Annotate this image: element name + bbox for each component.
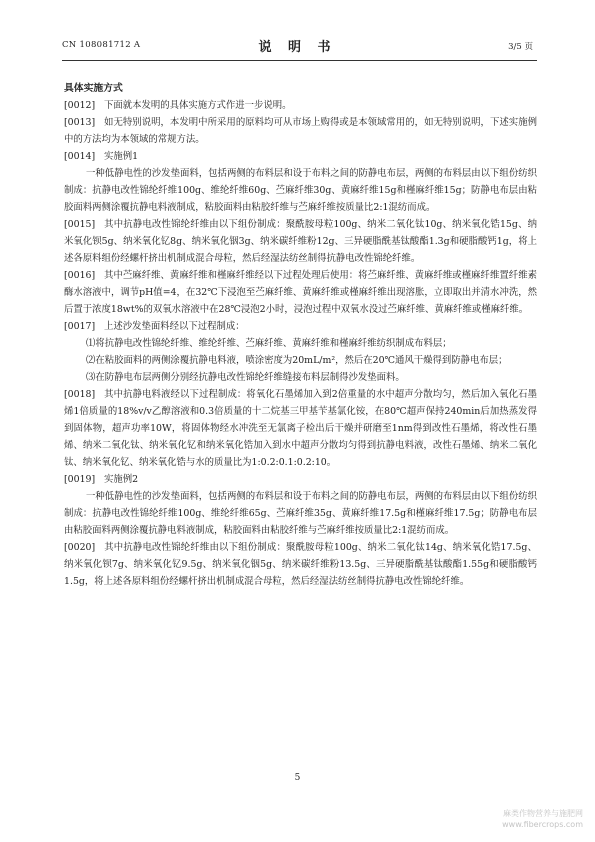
paragraph-0017	[64, 318, 537, 335]
site-watermark	[502, 808, 583, 830]
paragraph-text: ⑵在粘胶面料的两侧涂覆抗静电料液，喷涂密度为20mL/m²，然后在20℃通风干燥得到防静电布层；	[86, 355, 508, 366]
paragraph-text: 如无特别说明，本发明中所采用的原料均可从市场上购得或是本领域常用的，如无特别说明，下述实施例中的方法均为本领域的常规方法。	[64, 117, 537, 145]
paragraph-0016	[64, 267, 537, 318]
patent-number: CN 108081712 A	[62, 40, 141, 50]
page-header	[62, 36, 533, 56]
process-step-2	[64, 352, 537, 369]
page-reference: 3/5 页	[508, 42, 533, 52]
paragraph-number: [0012]	[64, 100, 96, 111]
paragraph-text: 一种低静电性的沙发垫面料，包括两侧的布料层和设于布料之间的防静电布层，两侧的布料层由以下组份纺织制成：抗静电改性锦纶纤维100g、维纶纤维60g、苎麻纤维30g、黄麻纤维15g和槿麻纤维15g；防静电布层由粘胶面料两侧涂覆抗静电料液制成，粘胶面料由粘胶纤维与苎麻纤维按质量比2:1混纺而成。	[64, 168, 537, 213]
paragraph-example1-desc	[64, 165, 537, 216]
paragraph-number: [0016]	[64, 270, 96, 281]
paragraph-text: 一种低静电性的沙发垫面料，包括两侧的布料层和设于布料之间的防静电布层，两侧的布料层由以下组份纺织制成：抗静电改性锦纶纤维100g、维纶纤维65g、苎麻纤维35g、黄麻纤维17.5g和槿麻纤维17.5g；防静电布层由粘胶面料两侧涂覆抗静电料液制成，粘胶面料由粘胶纤维与苎麻纤维按质量比2:1混纺而成。	[64, 491, 537, 536]
paragraph-number: [0018]	[64, 389, 96, 400]
example-heading: 实施例2	[104, 474, 139, 485]
paragraph-example2-desc	[64, 488, 537, 539]
paragraph-number: [0014]	[64, 151, 96, 162]
paragraph-text: 上述沙发垫面料经以下过程制成：	[104, 321, 245, 332]
paragraph-text: 其中抗静电改性锦纶纤维由以下组份制成：聚酰胺母粒100g、纳米二氧化钛10g、纳米氧化锆15g、纳米氧化钡5g、纳米氧化钇8g、纳米氧化铟3g、纳米碳纤维粉12g、三异硬脂酰基钛酸酯1.3g和硬脂酸钙1g，将上述各原料组份经螺杆挤出机制成混合母粒，然后经湿法纺丝制得抗静电改性锦纶纤维。	[64, 219, 537, 264]
watermark-title: 麻类作物营养与施肥网	[503, 809, 583, 818]
paragraph-0012	[64, 97, 537, 114]
paragraph-number: [0017]	[64, 321, 96, 332]
process-step-3	[64, 369, 537, 386]
paragraph-number: [0020]	[64, 542, 96, 553]
process-step-1	[64, 335, 537, 352]
section-title: 具体实施方式	[64, 83, 123, 94]
paragraph-0014	[64, 148, 537, 165]
paragraph-0018	[64, 386, 537, 471]
main-content	[64, 80, 537, 590]
paragraph-0015	[64, 216, 537, 267]
page-number: 5	[294, 773, 301, 783]
paragraph-number: [0013]	[64, 117, 96, 128]
paragraph-number: [0019]	[64, 474, 96, 485]
paragraph-text: 下面就本发明的具体实施方式作进一步说明。	[104, 100, 292, 111]
paragraph-0019	[64, 471, 537, 488]
watermark-url: www.fibercrops.com	[502, 820, 583, 829]
header-rule	[62, 60, 537, 61]
example-heading: 实施例1	[104, 151, 139, 162]
paragraph-0020	[64, 539, 537, 590]
document-title: 说 明 书	[258, 40, 337, 55]
paragraph-text: 其中抗静电料液经以下过程制成：将氧化石墨烯加入到2倍重量的水中超声分散均匀，然后加入氧化石墨烯1倍质量的18%v/v乙醇溶液和0.3倍质量的十二烷基三甲基苄基氯化铵，在80℃超声保持240min后加热蒸发得到固体物，超声功率10W，将固体物经水冲洗至无氯离子检出后干燥并研磨至1nm得到改性石墨烯，将改性石墨烯、纳米二氧化钛、纳米氧化钇和纳米氧化锆加入到水中超声分散均匀得到抗静电料液，改性石墨烯、纳米二氧化钛、纳米氧化钇、纳米氧化锆与水的质量比为1:0.2:0.1:0.2:10。	[64, 389, 537, 468]
paragraph-text: 其中抗静电改性锦纶纤维由以下组份制成：聚酰胺母粒100g、纳米二氧化钛14g、纳米氧化锆17.5g、纳米氧化钡7g、纳米氧化钇9.5g、纳米氧化铟5g、纳米碳纤维粉13.5g、三异硬脂酰基钛酸酯1.55g和硬脂酸钙1.5g，将上述各原料组份经螺杆挤出机制成混合母粒，然后经湿法纺丝制得抗静电改性锦纶纤维。	[64, 542, 537, 587]
paragraph-0013	[64, 114, 537, 148]
paragraph-number: [0015]	[64, 219, 96, 230]
paragraph-text: ⑶在防静电布层两侧分别经抗静电改性锦纶纤维缝接布料层制得沙发垫面料。	[86, 372, 405, 383]
paragraph-text: 其中苎麻纤维、黄麻纤维和槿麻纤维经以下过程处理后使用：将苎麻纤维、黄麻纤维或槿麻纤维置纤维素酶水溶液中，调节pH值=4，在32℃下浸泡至苎麻纤维、黄麻纤维或槿麻纤维出现溶胀，立即取出并清水冲洗，然后置于浓度18wt%的双氧水溶液中在28℃浸泡2小时，浸泡过程中双氧水没过苎麻纤维、黄麻纤维或槿麻纤维。	[64, 270, 537, 315]
paragraph-text: ⑴将抗静电改性锦纶纤维、维纶纤维、苎麻纤维、黄麻纤维和槿麻纤维纺织制成布料层；	[86, 338, 452, 349]
